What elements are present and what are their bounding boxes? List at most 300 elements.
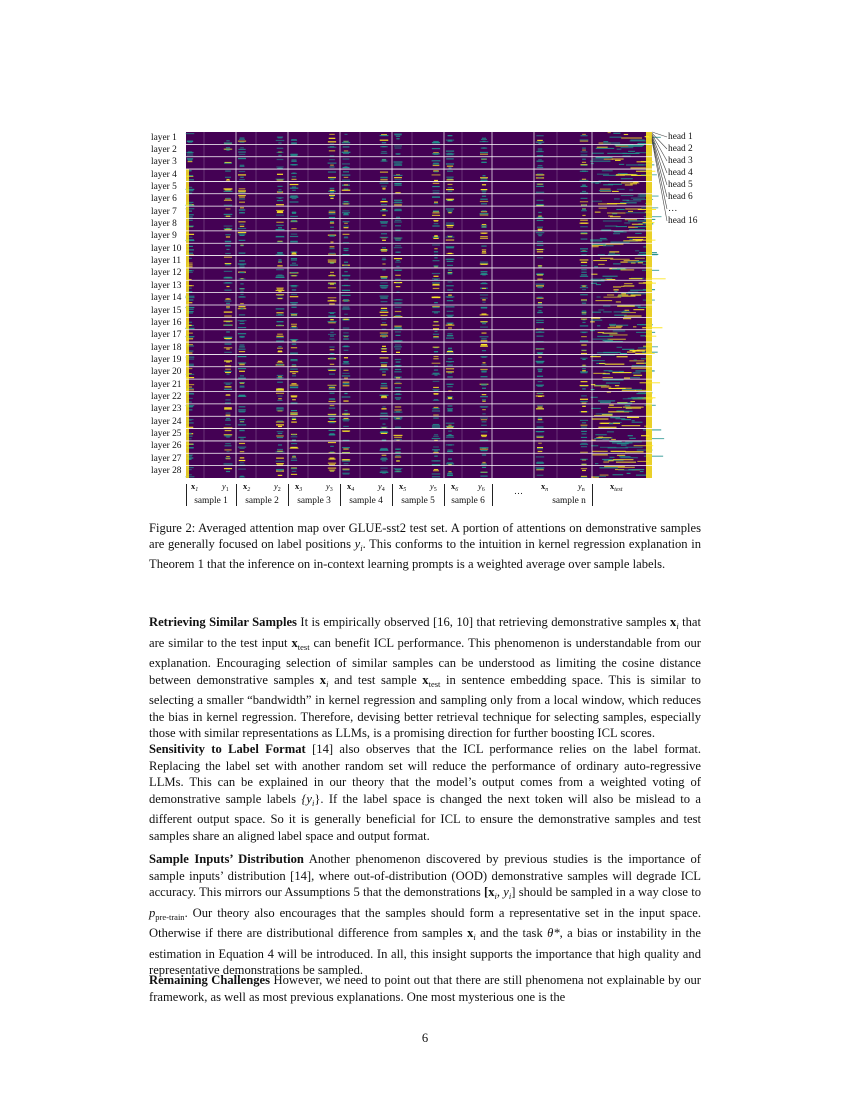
heatmap-cell (278, 444, 282, 445)
heatmap-cell (186, 404, 189, 416)
heatmap-cell (238, 306, 245, 307)
heatmap-cell (380, 182, 389, 183)
heatmap-cell (482, 210, 487, 211)
heatmap-cell (580, 294, 588, 295)
heatmap-cell (343, 158, 350, 159)
heatmap-cell (582, 470, 586, 471)
heatmap-cell (381, 383, 387, 384)
head-connector (652, 132, 667, 137)
heatmap-cell (603, 245, 614, 246)
heatmap-cell (277, 152, 284, 153)
heatmap-cell (592, 312, 601, 313)
heatmap-cell (290, 352, 298, 353)
heatmap-cell (481, 419, 487, 420)
heatmap-cell (582, 370, 586, 371)
heatmap-cell (394, 468, 403, 469)
heatmap-cell (380, 459, 387, 460)
heatmap-cell (633, 372, 641, 373)
heatmap-cell (626, 200, 641, 201)
heatmap-cell (447, 316, 452, 317)
heatmap-cell (343, 370, 348, 371)
heatmap-cell (447, 351, 453, 352)
heatmap-cell (394, 145, 402, 146)
heatmap-cell (582, 215, 585, 216)
heatmap-cell (328, 369, 337, 370)
heatmap-cell (604, 370, 613, 371)
heatmap-cell (330, 221, 334, 222)
heatmap-cell (292, 154, 296, 155)
heatmap-cell (394, 247, 402, 248)
heatmap-cell (329, 166, 334, 167)
heatmap-cell (226, 418, 230, 419)
heatmap-cell (226, 331, 230, 332)
heatmap-cell (224, 142, 232, 143)
heatmap-cell (581, 272, 586, 273)
heatmap-cell (276, 337, 284, 338)
heatmap-cell (597, 325, 600, 326)
heatmap-cell (291, 159, 296, 160)
heatmap-cell (482, 196, 486, 197)
heatmap-cell (380, 179, 387, 180)
heatmap-cell (581, 353, 587, 354)
heatmap-cell (278, 191, 282, 192)
paragraph-heading: Remaining Challenges (149, 973, 271, 987)
heatmap-cell (225, 245, 231, 246)
heatmap-cell (603, 311, 612, 312)
heatmap-cell (633, 375, 642, 376)
heatmap-cell (276, 308, 285, 309)
heatmap-cell (581, 251, 588, 252)
heatmap-cell (291, 285, 296, 286)
heatmap-cell (446, 296, 455, 297)
heatmap-cell (380, 177, 387, 178)
heatmap-cell (224, 214, 233, 215)
heatmap-cell (433, 288, 440, 289)
heatmap-cell (447, 473, 453, 474)
heatmap-cell (434, 369, 438, 370)
heatmap-cell (239, 371, 245, 372)
heatmap-cell (537, 279, 542, 280)
heatmap-cell (328, 171, 336, 172)
heatmap-cell (536, 336, 543, 337)
heatmap-cell (447, 408, 453, 409)
heatmap-cell (482, 401, 485, 402)
heatmap-cell (432, 473, 441, 474)
heatmap-cell (277, 431, 284, 432)
heatmap-cell (329, 399, 335, 400)
heatmap-cell (538, 165, 543, 166)
heatmap-cell (328, 163, 337, 164)
heatmap-cell (291, 161, 296, 162)
heatmap-cell (224, 343, 231, 344)
y-tick-label: $y_3$ (326, 482, 333, 493)
heatmap-cell (381, 249, 387, 250)
math-symbol: ] (511, 885, 516, 899)
heatmap-cell (240, 386, 245, 387)
heatmap-cell (480, 298, 487, 299)
heatmap-cell (276, 140, 285, 141)
heatmap-cell (380, 282, 387, 283)
heatmap-cell (434, 407, 439, 408)
heatmap-cell (582, 314, 587, 315)
heatmap-cell (344, 290, 348, 291)
heatmap-cell (582, 322, 585, 323)
heatmap-cell (344, 177, 349, 178)
heatmap-cell (536, 456, 544, 457)
heatmap-cell (603, 374, 611, 375)
heatmap-cell (239, 323, 244, 324)
heatmap-cell (447, 300, 453, 301)
heatmap-cell (582, 185, 586, 186)
heatmap-cell (380, 237, 389, 238)
heatmap-cell (617, 356, 628, 357)
heatmap-cell (292, 364, 296, 365)
heatmap-cell (226, 216, 230, 217)
heatmap-cell (343, 338, 349, 339)
heatmap-cell (628, 151, 635, 152)
heatmap-cell (225, 300, 232, 301)
heatmap-cell (277, 325, 284, 326)
heatmap-cell (330, 165, 334, 166)
heatmap-cell (481, 371, 486, 372)
heatmap-cell (186, 169, 189, 181)
heatmap-cell (394, 302, 403, 303)
heatmap-cell (239, 351, 245, 352)
heatmap-cell (238, 447, 246, 448)
heatmap-cell (538, 331, 541, 332)
heatmap-cell (646, 305, 652, 317)
heatmap-cell (290, 447, 297, 448)
y-tick-label: $y_4$ (378, 482, 385, 493)
heatmap-cell (581, 300, 587, 301)
heatmap-cell (432, 148, 440, 149)
heatmap-cell (480, 346, 488, 347)
heatmap-cell (277, 400, 282, 401)
heatmap-cell (344, 237, 349, 238)
heatmap-cell (580, 171, 588, 172)
heatmap-cell (278, 227, 282, 228)
heatmap-cell (480, 154, 488, 155)
heatmap-cell (481, 376, 488, 377)
heatmap-cell (626, 408, 641, 409)
heatmap-cell (434, 469, 438, 470)
heatmap-cell (224, 277, 233, 278)
heatmap-cell (434, 351, 438, 352)
heatmap-cell (448, 425, 451, 426)
heatmap-cell (537, 475, 544, 476)
heatmap-cell (616, 209, 624, 210)
math-symbol: x (291, 635, 298, 650)
heatmap-cell (482, 175, 485, 176)
heatmap-cell (328, 468, 336, 469)
heatmap-cell (239, 430, 244, 431)
heatmap-cell (537, 241, 543, 242)
heatmap-cell (480, 396, 488, 397)
heatmap-cell (278, 314, 282, 315)
heatmap-cell (226, 384, 231, 385)
heatmap-cell (291, 402, 298, 403)
heatmap-cell (538, 418, 543, 419)
heatmap-cell (381, 334, 388, 335)
heatmap-cell (607, 431, 614, 432)
heatmap-cell (646, 466, 652, 478)
heatmap-cell (290, 385, 299, 386)
heatmap-cell (434, 203, 438, 204)
heatmap-cell (328, 401, 335, 402)
heatmap-cell (239, 278, 246, 279)
heatmap-cell (433, 284, 440, 285)
heatmap-cell (394, 183, 401, 184)
heatmap-cell (343, 214, 349, 215)
heatmap-cell (278, 259, 281, 260)
heatmap-cell (278, 189, 281, 190)
heatmap-cell (448, 272, 452, 273)
heatmap-cell (432, 215, 440, 216)
heatmap-cell (330, 419, 334, 420)
heatmap-cell (396, 217, 400, 218)
heatmap-cell (447, 427, 454, 428)
heatmap-cell (617, 402, 632, 403)
x-tick-label: $x_5$ (399, 482, 407, 493)
heatmap-cell (448, 167, 451, 168)
heatmap-cell (382, 159, 386, 160)
heatmap-cell (395, 344, 401, 345)
heatmap-cell (538, 370, 542, 371)
heatmap-cell (276, 408, 283, 409)
sample-label: sample n (552, 496, 586, 506)
heatmap-cell (291, 421, 297, 422)
heatmap-cell (432, 449, 440, 450)
head-label: head 4 (668, 168, 693, 178)
heatmap-cell (607, 153, 627, 154)
heatmap-cell (433, 387, 439, 388)
heatmap-cell (343, 171, 349, 172)
heatmap-cell (290, 386, 299, 387)
heatmap-cell (330, 332, 333, 333)
heatmap-cell (186, 133, 195, 134)
heatmap-cell (224, 434, 232, 435)
heatmap-cell (381, 364, 387, 365)
heatmap-cell (224, 290, 231, 291)
heatmap-cell (621, 286, 624, 287)
heatmap-cell (188, 161, 193, 162)
heatmap-cell (633, 326, 636, 327)
heatmap-cell (381, 301, 388, 302)
heatmap-cell (481, 364, 486, 365)
heatmap-cell (432, 244, 440, 245)
heatmap-cell (434, 434, 438, 435)
heatmap-cell (278, 475, 283, 476)
heatmap-cell (638, 262, 643, 263)
heatmap-cell (447, 265, 453, 266)
heatmap-cell (276, 236, 285, 237)
heatmap-cell (434, 460, 439, 461)
heatmap-cell (432, 438, 441, 439)
heatmap-cell (629, 438, 635, 439)
heatmap-cell (382, 322, 386, 323)
heatmap-cell (581, 318, 587, 319)
heatmap-cell (616, 326, 623, 327)
heatmap-cell (224, 389, 232, 390)
heatmap-cell (240, 224, 245, 225)
heatmap-cell (292, 186, 296, 187)
heatmap-cell (614, 291, 617, 292)
heatmap-cell (623, 407, 644, 408)
heatmap-cell (186, 280, 189, 292)
heatmap-cell (536, 462, 544, 463)
heatmap-cell (329, 195, 335, 196)
heatmap-cell (617, 306, 635, 307)
heatmap-cell (538, 357, 542, 358)
heatmap-cell (621, 137, 642, 138)
heatmap-cell (448, 135, 453, 136)
heatmap-cell (580, 401, 587, 402)
heatmap-cell (328, 442, 336, 443)
heatmap-cell (638, 347, 647, 348)
paragraph-text: However, we need to point out that there are still phenomena not explainable by our framework, as well as most previous explanations. One most mysterious one is the (149, 973, 702, 1004)
heatmap-cell (396, 352, 400, 353)
heatmap-cell (433, 325, 440, 326)
heatmap-cell (538, 381, 543, 382)
heatmap-cell (395, 456, 401, 457)
heatmap-cell (608, 254, 620, 255)
heatmap-cell (481, 340, 488, 341)
heatmap-cell (344, 314, 348, 315)
heatmap-cell (581, 431, 587, 432)
heatmap-cell (580, 135, 587, 136)
heatmap-cell (628, 469, 644, 470)
heatmap-cell (596, 413, 613, 414)
heatmap-cell (482, 323, 486, 324)
heatmap-cell (580, 399, 588, 400)
heatmap-cell (381, 315, 388, 316)
heatmap-cell (480, 152, 488, 153)
sample-label: sample 3 (297, 496, 331, 506)
heatmap-cell (395, 262, 401, 263)
heatmap-cell (447, 289, 453, 290)
math-symbol: , y (496, 885, 509, 899)
heatmap-cell (381, 204, 387, 205)
heatmap-cell (396, 418, 400, 419)
heatmap-cell (598, 264, 604, 265)
heatmap-cell (380, 201, 388, 202)
heatmap-cell (446, 151, 454, 152)
heatmap-cell (330, 241, 333, 242)
heatmap-cell (292, 198, 297, 199)
x-test-label: $x_{test}$ (610, 482, 623, 493)
heatmap-cell (330, 275, 334, 276)
heatmap-cell (640, 471, 644, 472)
heatmap-cell (613, 474, 624, 475)
heatmap-cell (344, 357, 348, 358)
heatmap-cell (396, 136, 400, 137)
heatmap-cell (226, 249, 229, 250)
heatmap-cell (599, 208, 607, 209)
heatmap-cell (447, 261, 454, 262)
paragraph-text: It is empirically observed [16, 10] that retrieving demonstrative samples (296, 615, 671, 629)
heatmap-cell (608, 215, 613, 216)
heatmap-cell (448, 434, 451, 435)
heatmap-cell (276, 210, 284, 211)
heatmap-cell (630, 167, 645, 168)
heatmap-cell (582, 406, 586, 407)
heatmap-cell (382, 374, 386, 375)
heatmap-cell (277, 252, 282, 253)
page-number: 6 (421, 1031, 429, 1045)
heatmap-cell (582, 191, 586, 192)
heatmap-cell (328, 414, 337, 415)
heatmap-cell (623, 318, 631, 319)
heatmap-cell (328, 463, 336, 464)
heatmap-cell (610, 242, 629, 243)
heatmap-cell (582, 422, 586, 423)
heatmap-cell (646, 219, 652, 231)
heatmap-cell (609, 405, 614, 406)
heatmap-cell (614, 315, 627, 316)
heatmap-cell (447, 171, 453, 172)
heatmap-cell (239, 235, 244, 236)
heatmap-cell (186, 354, 189, 366)
heatmap-cell (536, 232, 545, 233)
heatmap-cell (292, 373, 296, 374)
heatmap-cell (329, 430, 336, 431)
heatmap-cell (447, 335, 453, 336)
heatmap-cell (635, 233, 642, 234)
heatmap-cell (593, 339, 610, 340)
heatmap-cell (538, 177, 541, 178)
paragraph-text: Another phenomenon discovered by previous studies is the importance of sample inputs’ distribution [14], where out-of-distribution (OOD) demonstrative samples will degrade ICL accuracy. This mirrors our Assumptions 5 that the demonstrations (149, 852, 701, 899)
heatmap-cell (239, 253, 245, 254)
layer-label: layer 5 (151, 181, 177, 192)
heatmap-cell (330, 246, 335, 247)
heatmap-cell (590, 330, 595, 331)
heatmap-cell (482, 399, 486, 400)
heatmap-cell (646, 194, 652, 206)
heatmap-cell (615, 418, 625, 419)
heatmap-cell (537, 227, 543, 228)
layer-label: layer 24 (151, 416, 182, 427)
heatmap-cell (580, 358, 587, 359)
heatmap-cell (616, 301, 621, 302)
heatmap-cell (188, 160, 192, 161)
heatmap-cell (481, 162, 487, 163)
paragraph-text: can benefit ICL performance. This phenomenon is understandable from our explanation. Encouraging selection of similar samples can be understood as limiting the cosine distance between demonstrative samples (149, 635, 701, 687)
heatmap-cell (537, 407, 542, 408)
heatmap-cell (226, 236, 230, 237)
heatmap-cell (330, 222, 334, 223)
heatmap-cell (382, 269, 385, 270)
heatmap-cell (226, 179, 229, 180)
heatmap-cell (590, 161, 610, 162)
heatmap-cell (608, 447, 629, 448)
heatmap-cell (433, 238, 438, 239)
heatmap-cell (277, 241, 283, 242)
heatmap-cell (448, 358, 453, 359)
heatmap-cell (186, 453, 189, 465)
heatmap-cell (446, 306, 455, 307)
heatmap-cell (381, 427, 388, 428)
heatmap-cell (381, 457, 386, 458)
heatmap-cell (292, 263, 296, 264)
paragraph-text: . If the label space is changed the next token will also be mislead to a different output space. So it is generally beneficial for ICL to ensure the demonstrative samples and test samples share an aligned label space and output format. (149, 791, 701, 843)
heatmap-cell (482, 302, 485, 303)
heatmap-cell (395, 471, 402, 472)
heatmap-cell (481, 189, 488, 190)
heatmap-cell (581, 186, 588, 187)
heatmap-cell (239, 476, 245, 477)
heatmap-cell (380, 431, 388, 432)
heatmap-cell (600, 238, 607, 239)
